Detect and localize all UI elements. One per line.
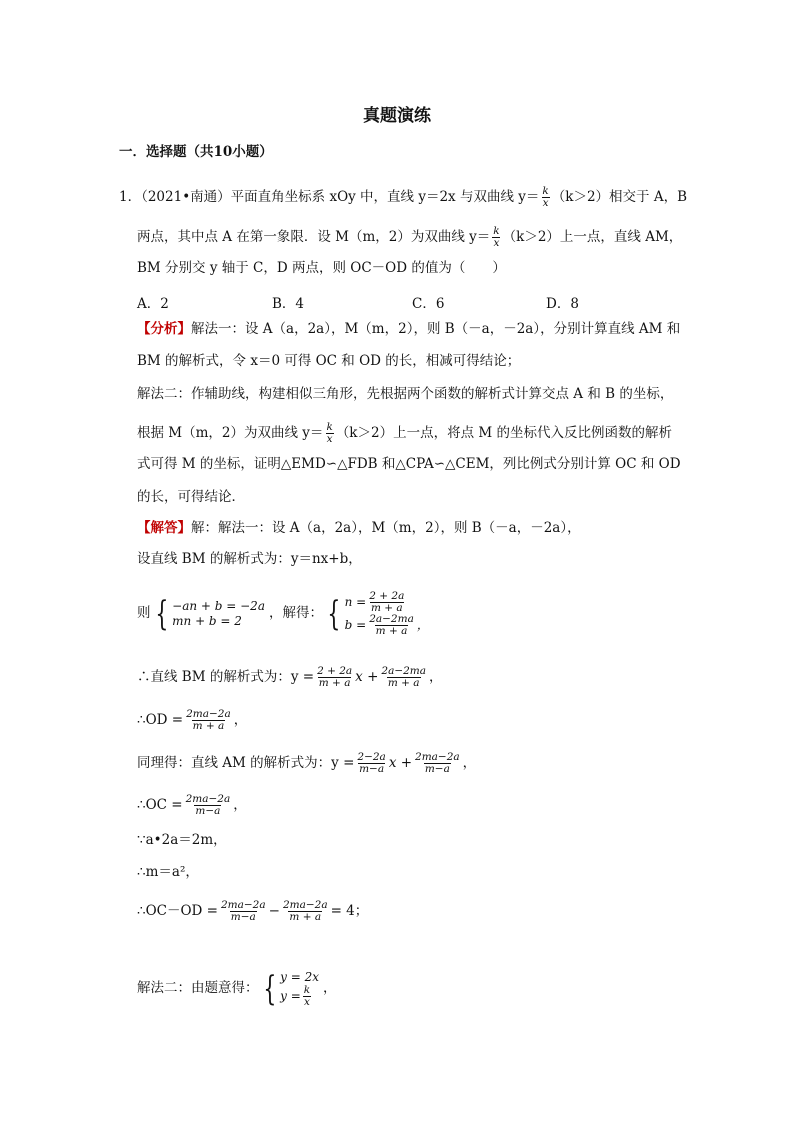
equation-system-2: y = 2x y = $\frac{k}{x}$ <box>280 969 320 1008</box>
solution-system: n = $\frac{2 + 2a}{m + a}$ b = $\frac{2a-2ma}{m + a}$ ， <box>344 589 429 638</box>
answer-method-2: 解法二：由题意得： { y = 2x y = $\frac{k}{x}$ ， <box>137 969 337 1009</box>
q1-text-c: 两点，其中点 A 在第一象限．设 M（m，2）为双曲线 y＝ <box>137 229 491 246</box>
fraction-k-over-x: $\frac{k}{x}$ <box>542 185 549 210</box>
answer-line-result: ∴OC－OD = $\frac{2ma-2a}{m-a}$ − $\frac{2ma-2a}{m + a}$ = 4； <box>137 899 369 924</box>
fraction-k-over-x: $\frac{k}{x}$ <box>493 225 500 250</box>
answer-line-because: ∵a•2a＝2m， <box>137 832 227 848</box>
answer-tag: 【解答】 <box>137 520 191 536</box>
analysis-line-5: 式可得 M 的坐标，证明△EMD∽△FDB 和△CPA∽△CEM，列比例式分别计算 OC 和 OD <box>137 456 681 472</box>
answer-system-1: 则 { −an + b = −2a mn + b = 2 ，解得： { n = $\frac{2 + 2a}{m + a}$ b = $\frac{2a-2ma}{m + a}$ ， <box>137 589 429 638</box>
analysis-line-4: 根据 M（m，2）为双曲线 y＝ $\frac{k}{x}$ （k＞2）上一点，将点 M 的坐标代入反比例函数的解析 <box>137 421 672 446</box>
answer-line-2: 设直线 BM 的解析式为：y＝nx+b， <box>137 551 362 567</box>
q1-text-b: （k＞2）相交于 A，B <box>551 189 687 206</box>
section-heading: 一．选择题（共10小题） <box>119 144 273 160</box>
answer-line-od: ∴OD = $\frac{2ma-2a}{m + a}$ ， <box>137 708 248 733</box>
option-d[interactable]: D．8 <box>546 296 579 312</box>
equation-system: −an + b = −2a mn + b = 2 <box>172 599 265 628</box>
answer-line-bm: ∴直线 BM 的解析式为：y = $\frac{2 + 2a}{m + a}$ x + $\frac{2a-2ma}{m + a}$ ， <box>137 665 443 690</box>
option-a[interactable]: A．2 <box>137 296 169 312</box>
q1-text-a: 1．（2021•南通）平面直角坐标系 xOy 中，直线 y＝2x 与双曲线 y＝ <box>119 189 540 206</box>
question-line-3: BM 分别交 y 轴于 C，D 两点，则 OC－OD 的值为（ ） <box>137 260 506 276</box>
answer-line-am: 同理得：直线 AM 的解析式为：y = $\frac{2-2a}{m-a}$ x + $\frac{2ma-2a}{m-a}$ ， <box>137 751 477 776</box>
analysis-tag: 【分析】 <box>137 321 191 337</box>
q1-text-d: （k＞2）上一点，直线 AM， <box>502 229 683 246</box>
analysis-line-2: BM 的解析式，令 x＝0 可得 OC 和 OD 的长，相减可得结论； <box>137 353 521 369</box>
answer-line-oc: ∴OC = $\frac{2ma-2a}{m-a}$ ， <box>137 793 247 818</box>
page-title: 真题演练 <box>363 106 431 126</box>
option-b[interactable]: B．4 <box>272 296 305 312</box>
analysis-line-6: 的长，可得结论． <box>137 489 245 505</box>
option-c[interactable]: C．6 <box>412 296 445 312</box>
analysis-line-3: 解法二：作辅助线，构建相似三角形，先根据两个函数的解析式计算交点 A 和 B 的坐标， <box>137 386 674 402</box>
question-line-1 <box>119 186 687 209</box>
answer-line-1: 【解答】解：解法一：设 A（a，2a），M（m，2），则 B（－a，－2a）， <box>137 520 581 536</box>
answer-line-m: ∴m＝a²， <box>137 864 199 880</box>
fraction-k-over-x: $\frac{k}{x}$ <box>326 421 333 446</box>
analysis-line-1: 【分析】解法一：设 A（a，2a），M（m，2），则 B（－a，－2a），分别计算直线 AM 和 <box>137 321 681 337</box>
question-line-2 <box>137 226 682 249</box>
